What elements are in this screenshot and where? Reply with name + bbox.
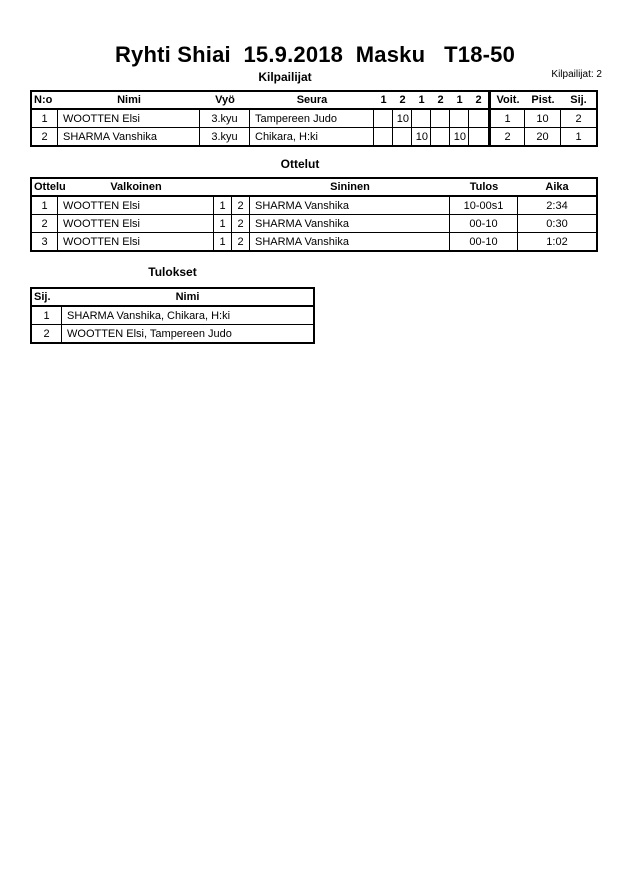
competitor-row xyxy=(32,127,596,145)
cell-score-5: 10 xyxy=(450,128,469,145)
result-row xyxy=(32,324,313,342)
cell-score-2: 10 xyxy=(393,110,412,127)
col-header-place: Sij. xyxy=(570,94,587,106)
cell-white-no: 1 xyxy=(214,215,232,232)
cell-blue-name: SHARMA Vanshika xyxy=(250,215,450,232)
cell-place: 1 xyxy=(575,130,582,143)
cell-place: 1 xyxy=(32,307,62,324)
cell-blue-no: 2 xyxy=(232,215,250,232)
match-row xyxy=(32,232,596,250)
cell-score-1 xyxy=(374,128,393,145)
col-header-place: Sij. xyxy=(34,291,51,303)
cell-points: 10 xyxy=(525,110,561,127)
cell-time: 2:34 xyxy=(546,199,568,212)
cell-score-3 xyxy=(412,110,431,127)
cell-place: 2 xyxy=(32,325,62,342)
col-header-white: Valkoinen xyxy=(110,181,162,193)
cell-match-no: 2 xyxy=(32,215,58,232)
col-header-name: Nimi xyxy=(117,94,141,106)
col-header-wins: Voit. xyxy=(488,92,525,108)
competitors-heading: Kilpailijat xyxy=(258,70,312,84)
results-heading: Tulokset xyxy=(148,265,197,279)
cell-score-6 xyxy=(469,128,488,145)
col-header-blue-no xyxy=(232,179,250,195)
cell-belt: 3.kyu xyxy=(200,128,250,145)
cell-match-no: 3 xyxy=(32,233,58,250)
cell-white-no: 1 xyxy=(214,197,232,214)
match-row xyxy=(32,214,596,232)
col-header-name: Nimi xyxy=(175,291,200,303)
cell-name: WOOTTEN Elsi xyxy=(58,110,200,127)
cell-name: SHARMA Vanshika xyxy=(58,128,200,145)
cell-time: 0:30 xyxy=(546,217,568,230)
cell-white-name: WOOTTEN Elsi xyxy=(58,197,214,214)
cell-blue-no: 2 xyxy=(232,197,250,214)
cell-white-name: WOOTTEN Elsi xyxy=(58,215,214,232)
matches-header-row xyxy=(32,179,596,197)
cell-name: WOOTTEN Elsi, Tampereen Judo xyxy=(67,327,232,340)
result-row xyxy=(32,307,313,324)
cell-score-3: 10 xyxy=(412,128,431,145)
col-header-round-3: 1 xyxy=(418,94,425,106)
cell-score-2 xyxy=(393,128,412,145)
cell-wins: 2 xyxy=(488,128,525,145)
col-header-round-5: 1 xyxy=(456,94,463,106)
cell-white-no: 1 xyxy=(214,233,232,250)
matches-heading: Ottelut xyxy=(280,157,320,171)
cell-blue-no: 2 xyxy=(232,233,250,250)
results-table xyxy=(30,287,315,344)
cell-result: 00-10 xyxy=(450,215,518,232)
cell-blue-name: SHARMA Vanshika xyxy=(250,197,450,214)
cell-result: 10-00s1 xyxy=(450,197,518,214)
cell-score-5 xyxy=(450,110,469,127)
col-header-result: Tulos xyxy=(469,181,499,193)
col-header-points: Pist. xyxy=(531,94,555,106)
col-header-round-4: 2 xyxy=(437,94,444,106)
cell-belt: 3.kyu xyxy=(200,110,250,127)
cell-club: Chikara, H:ki xyxy=(250,128,374,145)
cell-no: 2 xyxy=(32,128,58,145)
col-header-round-1: 1 xyxy=(380,94,387,106)
cell-time: 1:02 xyxy=(546,235,568,248)
col-header-club: Seura xyxy=(296,94,328,106)
competitor-row xyxy=(32,110,596,127)
cell-score-4 xyxy=(431,128,450,145)
cell-white-name: WOOTTEN Elsi xyxy=(58,233,214,250)
cell-name: SHARMA Vanshika, Chikara, H:ki xyxy=(67,309,231,322)
match-row xyxy=(32,197,596,214)
col-header-time: Aika xyxy=(545,181,569,193)
cell-blue-name: SHARMA Vanshika xyxy=(250,233,450,250)
cell-points: 20 xyxy=(525,128,561,145)
col-header-round-2: 2 xyxy=(399,94,406,106)
col-header-match: Ottelu xyxy=(34,181,66,193)
cell-no: 1 xyxy=(32,110,58,127)
cell-wins: 1 xyxy=(488,110,525,127)
cell-result: 00-10 xyxy=(450,233,518,250)
competitors-header-row xyxy=(32,92,596,110)
cell-score-6 xyxy=(469,110,488,127)
col-header-white-no xyxy=(214,179,232,195)
cell-club: Tampereen Judo xyxy=(250,110,374,127)
page-title: Ryhti Shiai 15.9.2018 Masku T18-50 xyxy=(114,42,516,67)
matches-table xyxy=(30,177,598,252)
cell-score-1 xyxy=(374,110,393,127)
cell-match-no: 1 xyxy=(32,197,58,214)
competitor-count-label: Kilpailijat: 2 xyxy=(551,69,602,80)
competitors-table xyxy=(30,90,598,147)
cell-score-4 xyxy=(431,110,450,127)
col-header-no: N:o xyxy=(34,94,53,106)
col-header-belt: Vyö xyxy=(215,94,235,106)
col-header-round-6: 2 xyxy=(475,94,482,106)
col-header-blue: Sininen xyxy=(330,181,370,193)
cell-place: 2 xyxy=(575,112,582,125)
results-header-row xyxy=(32,289,313,307)
